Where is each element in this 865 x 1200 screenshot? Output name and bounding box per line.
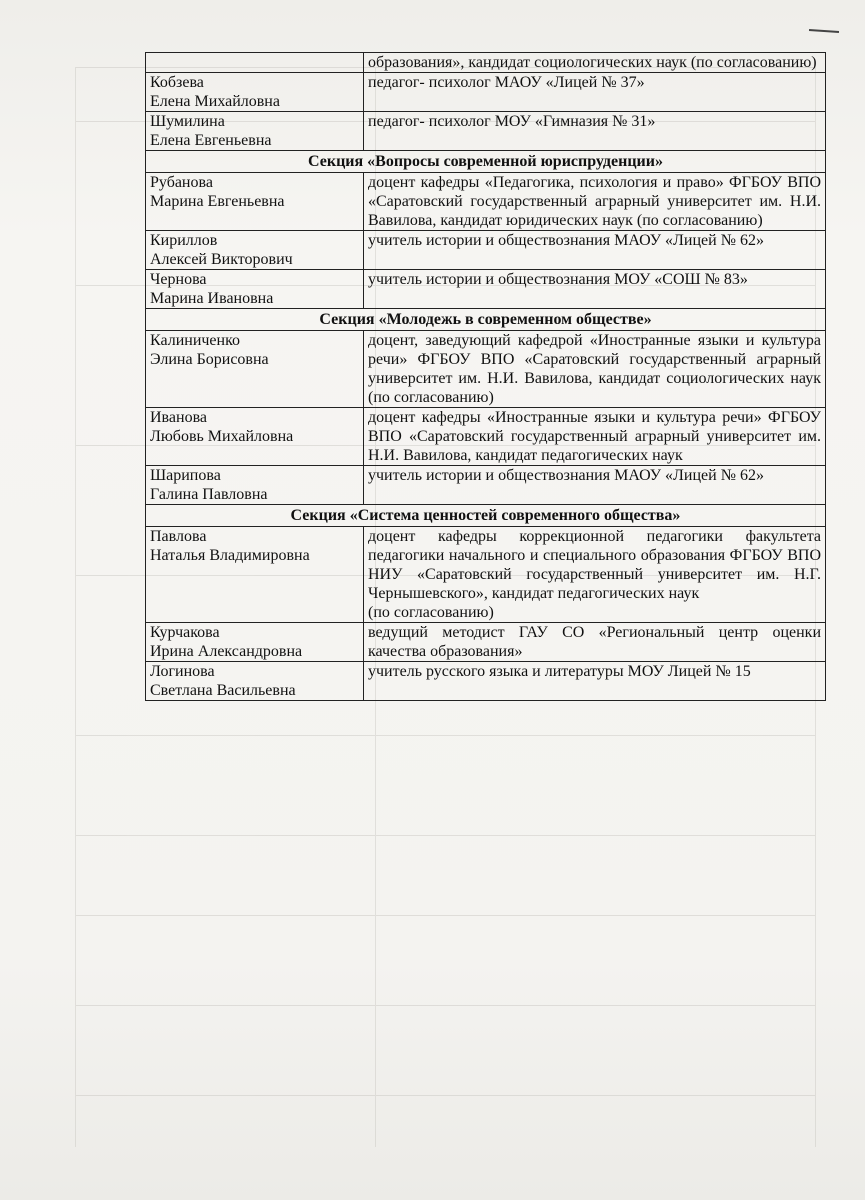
last-name: Шарипова [150, 467, 221, 484]
position-text: педагог- психолог МОУ «Гимназия № 31» [368, 113, 656, 130]
table-row [146, 408, 826, 466]
person-name-cell [146, 662, 364, 701]
table-body [146, 53, 826, 701]
first-middle-name: Светлана Васильевна [150, 682, 296, 699]
position-text: доцент кафедры коррекционной педагогики факультета педагогики начального и специального образования ФГБОУ ВПО НИУ «Саратовский государственный университет им. Н.Г. Чернышевского», кандидат педагогических наук [368, 528, 821, 602]
last-name: Чернова [150, 271, 207, 288]
position-cell [364, 527, 826, 623]
table-row [146, 331, 826, 408]
last-name: Шумилина [150, 113, 225, 130]
last-name: Кириллов [150, 232, 218, 249]
first-middle-name: Галина Павловна [150, 486, 268, 503]
position-cell [364, 623, 826, 662]
position-cell [364, 112, 826, 151]
last-name: Логинова [150, 663, 215, 680]
section-header-row [146, 309, 826, 331]
person-name-cell [146, 623, 364, 662]
last-name: Курчакова [150, 624, 220, 641]
table-row [146, 466, 826, 505]
table-row [146, 73, 826, 112]
table-row [146, 112, 826, 151]
table-row [146, 527, 826, 623]
first-middle-name: Марина Ивановна [150, 290, 274, 307]
person-name-cell [146, 112, 364, 151]
position-text: учитель русского языка и литературы МОУ Лицей № 15 [368, 663, 751, 680]
position-cell [364, 466, 826, 505]
first-middle-name: Марина Евгеньевна [150, 193, 285, 210]
table-row [146, 623, 826, 662]
table-row [146, 53, 826, 73]
position-text: доцент кафедры «Иностранные языки и культура речи» ФГБОУ ВПО «Саратовский государственный аграрный университет им. Н.И. Вавилова, кандидат педагогических наук [368, 409, 821, 464]
person-name-cell [146, 173, 364, 231]
committee-table [145, 52, 826, 701]
first-middle-name: Наталья Владимировна [150, 547, 310, 564]
last-name: Иванова [150, 409, 208, 426]
position-cell [364, 270, 826, 309]
position-text: ведущий методист ГАУ СО «Региональный центр оценки качества образования» [368, 624, 821, 660]
last-name: Рубанова [150, 174, 213, 191]
position-text: образования», кандидат социологических наук (по согласованию) [368, 54, 817, 71]
last-name: Кобзева [150, 74, 204, 91]
section-title: Секция «Вопросы современной юриспруденции» [146, 151, 826, 173]
position-text: учитель истории и обществознания МОУ «СОШ № 83» [368, 271, 748, 288]
table-row [146, 231, 826, 270]
person-name-cell [146, 73, 364, 112]
position-text: учитель истории и обществознания МАОУ «Лицей № 62» [368, 467, 764, 484]
first-middle-name: Ирина Александровна [150, 643, 303, 660]
person-name-cell [146, 408, 364, 466]
position-cell [364, 73, 826, 112]
last-name: Калиниченко [150, 332, 241, 349]
first-middle-name: Елена Михайловна [150, 93, 280, 110]
person-name-cell [146, 53, 364, 73]
person-name-cell [146, 527, 364, 623]
first-middle-name: Любовь Михайловна [150, 428, 294, 445]
position-text: учитель истории и обществознания МАОУ «Лицей № 62» [368, 232, 764, 249]
position-text: доцент кафедры «Педагогика, психология и право» ФГБОУ ВПО «Саратовский государственный аграрный университет им. Н.И. Вавилова, кандидат юридических наук (по согласованию) [368, 174, 821, 229]
position-cell [364, 231, 826, 270]
person-name-cell [146, 466, 364, 505]
first-middle-name: Алексей Викторович [150, 251, 293, 268]
position-text: педагог- психолог МАОУ «Лицей № 37» [368, 74, 645, 91]
person-name-cell [146, 270, 364, 309]
table-row [146, 270, 826, 309]
person-name-cell [146, 231, 364, 270]
section-title: Секция «Система ценностей современного общества» [146, 505, 826, 527]
first-middle-name: Элина Борисовна [150, 351, 269, 368]
position-cell [364, 408, 826, 466]
position-cell [364, 662, 826, 701]
section-header-row [146, 505, 826, 527]
table-row [146, 173, 826, 231]
position-cell [364, 173, 826, 231]
position-cell [364, 53, 826, 73]
section-title: Секция «Молодежь в современном обществе» [146, 309, 826, 331]
table-row [146, 662, 826, 701]
person-name-cell [146, 331, 364, 408]
position-text: доцент, заведующий кафедрой «Иностранные языки и культура речи» ФГБОУ ВПО «Саратовский государственный аграрный университет им. Н.И. Вавилова, кандидат социологических наук (по согласованию) [368, 332, 821, 406]
first-middle-name: Елена Евгеньевна [150, 132, 272, 149]
position-note: (по согласованию) [368, 604, 494, 621]
position-cell [364, 331, 826, 408]
last-name: Павлова [150, 528, 207, 545]
section-header-row [146, 151, 826, 173]
